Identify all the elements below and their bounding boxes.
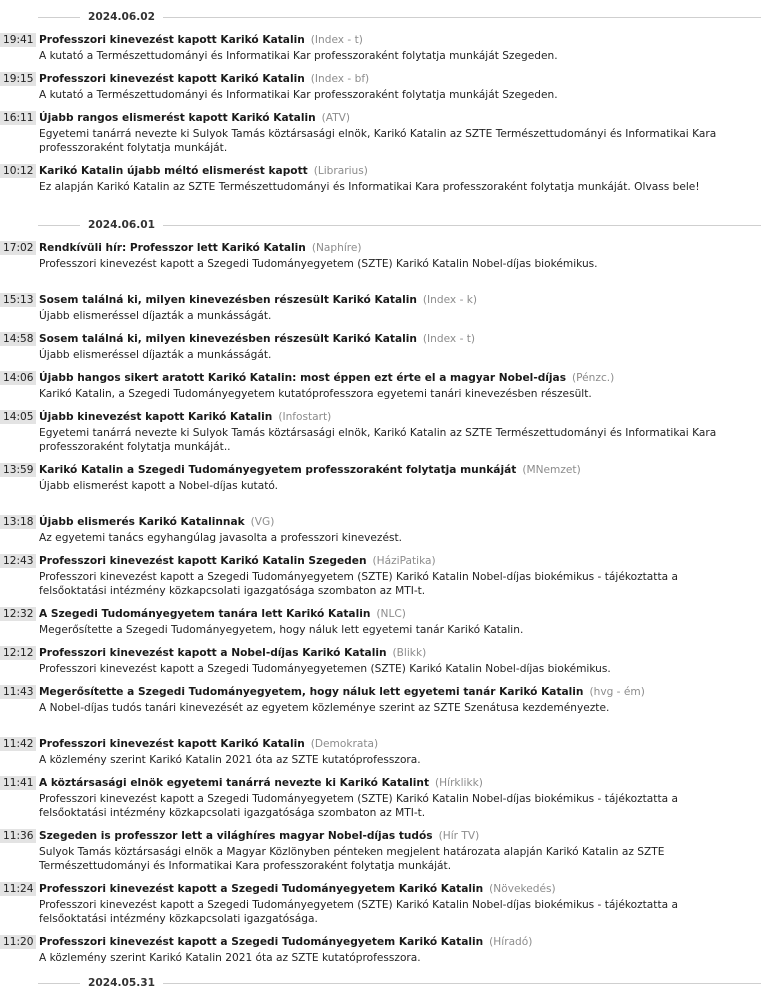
news-time: 14:58 — [0, 332, 36, 346]
news-source[interactable]: (MNemzet) — [522, 464, 581, 476]
news-headline[interactable]: Professzori kinevezést kapott a Szegedi Tudományegyetem Karikó Katalin — [39, 883, 484, 895]
news-lead: A kutató a Természettudományi és Informatikai Kar professzoraként folytatja munkáját Szegeden. — [39, 89, 558, 101]
news-headline-link[interactable] — [39, 685, 645, 699]
news-item — [0, 646, 765, 676]
news-time: 10:12 — [0, 164, 36, 178]
news-item — [0, 685, 765, 715]
news-item-header — [0, 646, 765, 660]
news-lead: Professzori kinevezést kapott a Szegedi Tudományegyetem (SZTE) Karikó Katalin Nobel-díjas biokémikus. — [39, 258, 598, 270]
news-item — [0, 111, 765, 155]
news-time: 11:20 — [0, 935, 36, 949]
news-headline[interactable]: Professzori kinevezést kapott Karikó Katalin — [39, 73, 305, 85]
news-time: 13:18 — [0, 515, 36, 529]
news-headline[interactable]: Karikó Katalin újabb méltó elismerést kapott — [39, 165, 308, 177]
news-item-header — [0, 371, 765, 385]
news-time: 13:59 — [0, 463, 36, 477]
news-source[interactable]: (Blikk) — [392, 647, 427, 659]
news-item — [0, 776, 765, 820]
news-lead: Egyetemi tanárrá nevezte ki Sulyok Tamás köztársasági elnök, Karikó Katalin az SZTE Természettudományi és Informatikai Kara professzoraként folytatja munkáját.. — [39, 427, 717, 453]
news-headline-link[interactable] — [39, 72, 369, 86]
news-headline-link[interactable] — [39, 607, 406, 621]
news-item — [0, 829, 765, 873]
news-time: 11:41 — [0, 776, 36, 790]
news-headline-link[interactable] — [39, 515, 274, 529]
news-source[interactable]: (NLC) — [376, 608, 406, 620]
news-source[interactable]: (Infostart) — [278, 411, 332, 423]
news-lead: Karikó Katalin, a Szegedi Tudományegyetem kutatóprofesszora egyetemi tanári kinevezésben részesült. — [39, 388, 592, 400]
news-item — [0, 72, 765, 102]
news-source[interactable]: (hvg - ém) — [589, 686, 645, 698]
news-item-header — [0, 463, 765, 477]
news-headline[interactable]: Professzori kinevezést kapott a Nobel-díjas Karikó Katalin — [39, 647, 387, 659]
news-source[interactable]: (Híradó) — [489, 936, 533, 948]
news-item — [0, 463, 765, 493]
news-source[interactable]: (Index - k) — [422, 294, 478, 306]
news-headline[interactable]: Újabb elismerés Karikó Katalinnak — [39, 516, 245, 528]
news-time: 11:42 — [0, 737, 36, 751]
news-item-header — [0, 685, 765, 699]
news-headline[interactable]: A köztársasági elnök egyetemi tanárrá nevezte ki Karikó Katalint — [39, 777, 430, 789]
news-item-header — [0, 293, 765, 307]
news-source[interactable]: (Index - t) — [422, 333, 476, 345]
news-headline-link[interactable] — [39, 111, 350, 125]
news-headline[interactable]: Újabb hangos sikert aratott Karikó Katalin: most éppen ezt érte el a magyar Nobel-díjas — [39, 372, 567, 384]
news-item-header — [0, 164, 765, 178]
news-item-header — [0, 737, 765, 751]
news-source[interactable]: (Pénzc.) — [572, 372, 615, 384]
date-separator — [0, 216, 765, 235]
news-item — [0, 882, 765, 926]
news-headline[interactable]: Újabb rangos elismerést kapott Karikó Katalin — [39, 112, 316, 124]
news-headline-link[interactable] — [39, 935, 532, 949]
news-item-header — [0, 410, 765, 424]
news-headline-link[interactable] — [39, 241, 362, 255]
news-item — [0, 371, 765, 401]
news-item-header — [0, 554, 765, 568]
news-lead: Újabb elismerést kapott a Nobel-díjas kutató. — [39, 480, 279, 492]
news-headline[interactable]: Megerősítette a Szegedi Tudományegyetem, hogy náluk lett egyetemi tanár Karikó Katalin — [39, 686, 584, 698]
news-lead: Újabb elismeréssel díjazták a munkásságát. — [39, 349, 272, 361]
news-item — [0, 164, 765, 194]
date-separator — [0, 8, 765, 27]
news-item — [0, 515, 765, 545]
news-lead: Professzori kinevezést kapott a Szegedi Tudományegyetem (SZTE) Karikó Katalin Nobel-díjas biokémikus - tájékoztatta a felsőoktatási intézmény közkapcsolati igazgatósága szombaton az MTI-t. — [39, 793, 678, 819]
news-source[interactable]: (Naphíre) — [311, 242, 362, 254]
news-item-header — [0, 935, 765, 949]
news-lead: A közlemény szerint Karikó Katalin 2021 óta az SZTE kutatóprofesszora. — [39, 952, 421, 964]
news-headline-link[interactable] — [39, 33, 363, 47]
news-item-header — [0, 607, 765, 621]
news-lead: Egyetemi tanárrá nevezte ki Sulyok Tamás köztársasági elnök, Karikó Katalin az SZTE Természettudományi és Informatikai Kara professzoraként folytatja munkáját. — [39, 128, 717, 154]
news-headline-link[interactable] — [39, 882, 556, 896]
news-headline[interactable]: Karikó Katalin a Szegedi Tudományegyetem professzoraként folytatja munkáját — [39, 464, 517, 476]
news-item-header — [0, 111, 765, 125]
news-time: 16:11 — [0, 111, 36, 125]
news-headline-link[interactable] — [39, 737, 378, 751]
news-time: 12:43 — [0, 554, 36, 568]
date-label: 2024.05.31 — [80, 976, 163, 990]
news-lead: Újabb elismeréssel díjazták a munkásságát. — [39, 310, 272, 322]
news-time: 14:05 — [0, 410, 36, 424]
news-source[interactable]: (Növekedés) — [489, 883, 556, 895]
news-headline-link[interactable] — [39, 554, 436, 568]
news-headline[interactable]: Rendkívüli hír: Professzor lett Karikó Katalin — [39, 242, 306, 254]
date-label: 2024.06.02 — [80, 10, 163, 24]
news-headline-link[interactable] — [39, 293, 477, 307]
news-headline-link[interactable] — [39, 371, 614, 385]
news-time: 15:13 — [0, 293, 36, 307]
news-time: 14:06 — [0, 371, 36, 385]
news-time: 12:12 — [0, 646, 36, 660]
news-headline[interactable]: Sosem találná ki, milyen kinevezésben részesült Karikó Katalin — [39, 333, 417, 345]
news-lead: A Nobel-díjas tudós tanári kinevezését az egyetem közleménye szerint az SZTE Szenátusa kezdeményezte. — [39, 702, 610, 714]
news-lead: Professzori kinevezést kapott a Szegedi Tudományegyetemen (SZTE) Karikó Katalin Nobel-díjas biokémikus. — [39, 663, 611, 675]
news-headline[interactable]: Szegeden is professzor lett a világhíres magyar Nobel-díjas tudós — [39, 830, 433, 842]
news-headline[interactable]: Sosem találná ki, milyen kinevezésben részesült Karikó Katalin — [39, 294, 417, 306]
news-item — [0, 241, 765, 271]
news-item — [0, 33, 765, 63]
news-lead: Sulyok Tamás köztársasági elnök a Magyar Közlönyben pénteken megjelent határozata alapján Karikó Katalin az SZTE Természettudományi és Informatikai Kara professzoraként folytatja munkáját. — [39, 846, 665, 872]
news-headline[interactable]: Professzori kinevezést kapott Karikó Katalin — [39, 34, 305, 46]
news-lead: Megerősítette a Szegedi Tudományegyetem, hogy náluk lett egyetemi tanár Karikó Katalin. — [39, 624, 524, 636]
news-headline[interactable]: Professzori kinevezést kapott Karikó Katalin Szegeden — [39, 555, 367, 567]
news-headline-link[interactable] — [39, 829, 479, 843]
news-item — [0, 607, 765, 637]
news-item — [0, 935, 765, 965]
news-headline-link[interactable] — [39, 646, 426, 660]
news-item-header — [0, 776, 765, 790]
news-item-header — [0, 882, 765, 896]
news-item-header — [0, 33, 765, 47]
news-lead: A kutató a Természettudományi és Informatikai Kar professzoraként folytatja munkáját Szegeden. — [39, 50, 558, 62]
news-source[interactable]: (ATV) — [321, 112, 351, 124]
news-item — [0, 410, 765, 454]
news-time: 11:36 — [0, 829, 36, 843]
news-lead: Professzori kinevezést kapott a Szegedi Tudományegyetem (SZTE) Karikó Katalin Nobel-díjas biokémikus - tájékoztatta a felsőoktatási intézmény közkapcsolati igazgatósága szombaton az MTI-t. — [39, 571, 678, 597]
news-item-header — [0, 829, 765, 843]
news-source[interactable]: (Index - bf) — [310, 73, 370, 85]
news-lead: Ez alapján Karikó Katalin az SZTE Természettudományi és Informatikai Kara professzoraként folytatja munkáját. Olvass bele! — [39, 181, 700, 193]
news-headline-link[interactable] — [39, 776, 483, 790]
news-time: 12:32 — [0, 607, 36, 621]
news-time: 19:41 — [0, 33, 36, 47]
news-headline-link[interactable] — [39, 164, 368, 178]
news-source[interactable]: (Librarius) — [313, 165, 368, 177]
news-item — [0, 554, 765, 598]
news-headline[interactable]: Professzori kinevezést kapott Karikó Katalin — [39, 738, 305, 750]
news-source[interactable]: (VG) — [250, 516, 275, 528]
news-headline[interactable]: Újabb kinevezést kapott Karikó Katalin — [39, 411, 273, 423]
news-item-header — [0, 241, 765, 255]
news-headline-link[interactable] — [39, 463, 581, 477]
news-headline-link[interactable] — [39, 332, 475, 346]
news-time: 19:15 — [0, 72, 36, 86]
news-item — [0, 737, 765, 767]
news-headline-link[interactable] — [39, 410, 331, 424]
news-time: 17:02 — [0, 241, 36, 255]
news-item-header — [0, 72, 765, 86]
news-time: 11:43 — [0, 685, 36, 699]
news-source[interactable]: (Hírklikk) — [435, 777, 483, 789]
news-item — [0, 332, 765, 362]
news-source[interactable]: (Demokrata) — [310, 738, 379, 750]
news-item-header — [0, 332, 765, 346]
news-headline[interactable]: Professzori kinevezést kapott a Szegedi Tudományegyetem Karikó Katalin — [39, 936, 484, 948]
news-source[interactable]: (Hír TV) — [438, 830, 480, 842]
news-source[interactable]: (HáziPatika) — [372, 555, 436, 567]
news-source[interactable]: (Index - t) — [310, 34, 363, 46]
news-time: 11:24 — [0, 882, 36, 896]
news-item — [0, 293, 765, 323]
date-label: 2024.06.01 — [80, 218, 163, 232]
news-lead: A közlemény szerint Karikó Katalin 2021 óta az SZTE kutatóprofesszora. — [39, 754, 421, 766]
news-item-header — [0, 515, 765, 529]
news-lead: Az egyetemi tanács egyhangúlag javasolta a professzori kinevezést. — [39, 532, 403, 544]
news-lead: Professzori kinevezést kapott a Szegedi Tudományegyetem (SZTE) Karikó Katalin Nobel-díjas biokémikus - tájékoztatta a felsőoktatási intézmény közkapcsolati igazgatósága. — [39, 899, 678, 925]
news-headline[interactable]: A Szegedi Tudományegyetem tanára lett Karikó Katalin — [39, 608, 371, 620]
date-separator — [0, 974, 765, 993]
